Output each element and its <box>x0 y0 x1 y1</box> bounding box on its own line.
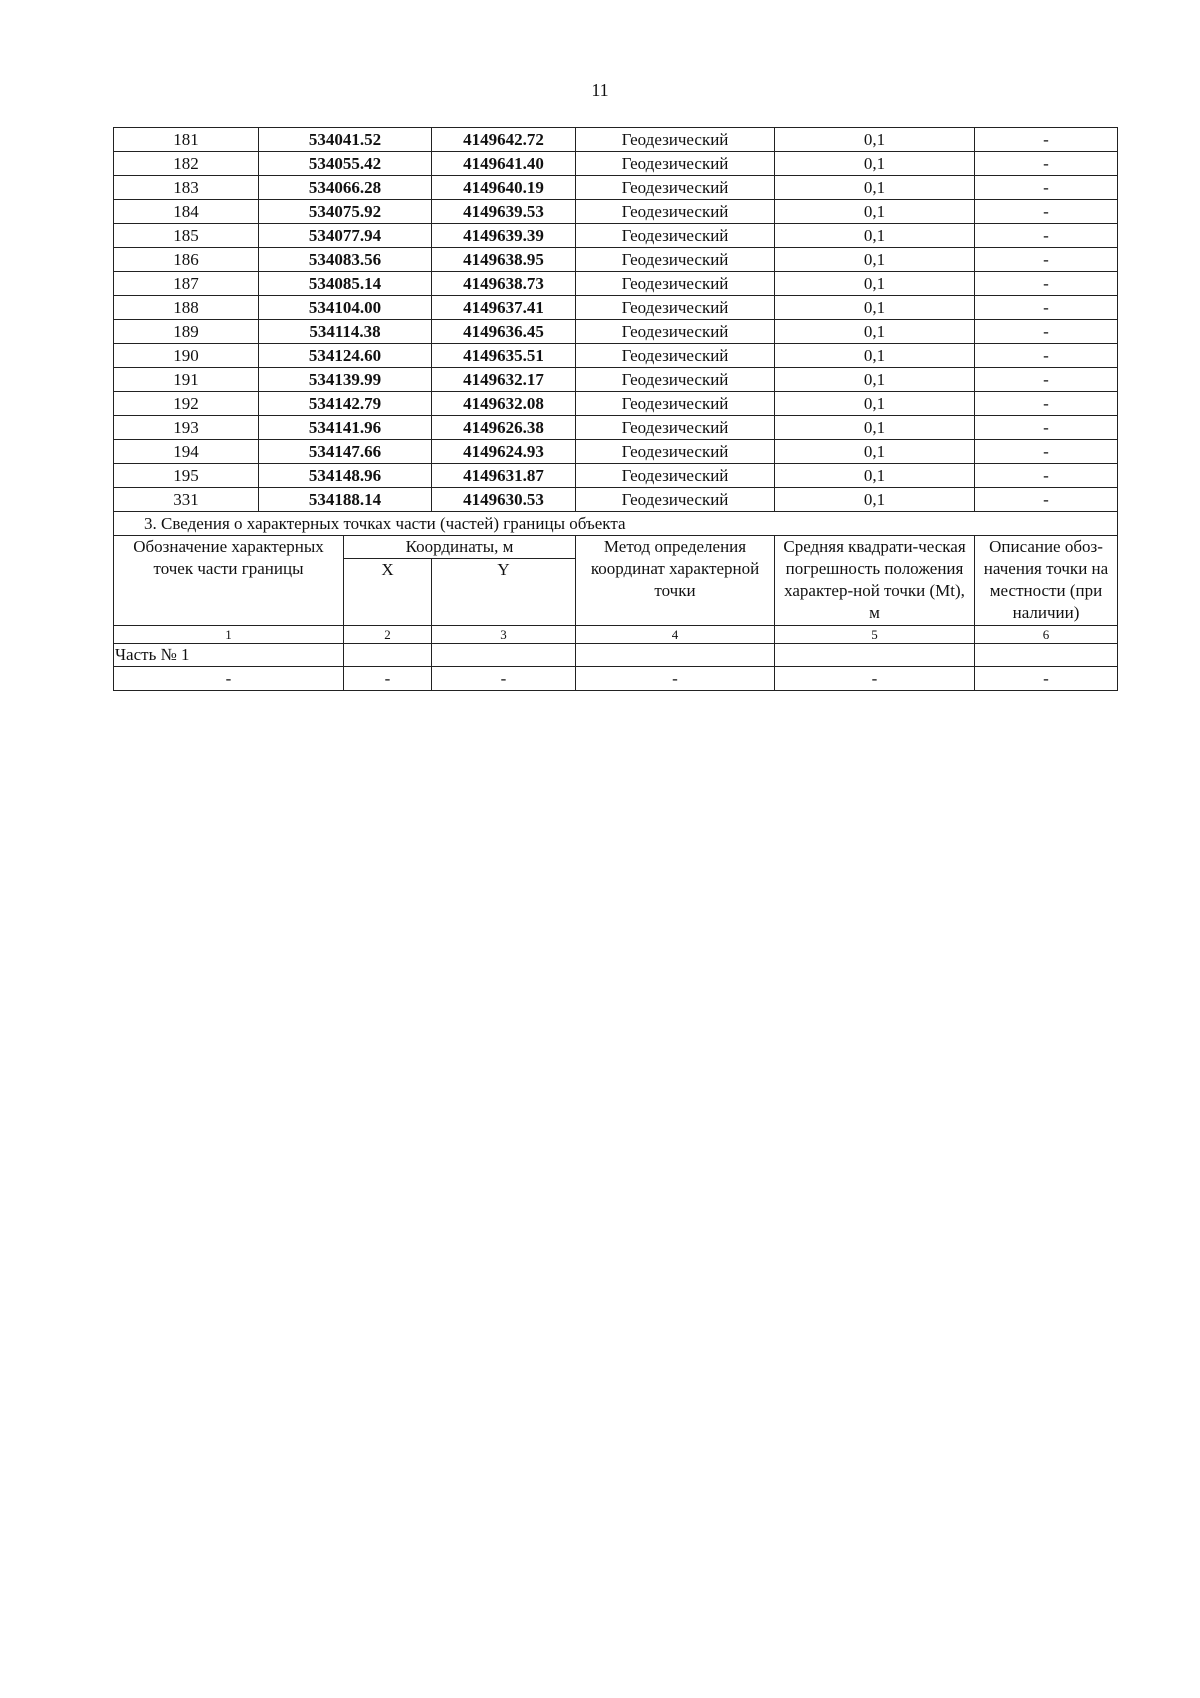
description-cell: - <box>975 440 1118 464</box>
description-cell: - <box>975 152 1118 176</box>
y-coordinate: 4149636.45 <box>432 320 576 344</box>
column-number: 2 <box>344 626 432 644</box>
y-coordinate: 4149632.17 <box>432 368 576 392</box>
x-coordinate: 534075.92 <box>259 200 432 224</box>
point-number: 195 <box>114 464 259 488</box>
description-cell: - <box>975 488 1118 512</box>
x-coordinate: 534104.00 <box>259 296 432 320</box>
mt-cell: 0,1 <box>775 344 975 368</box>
x-coordinate: 534085.14 <box>259 272 432 296</box>
column-number: 3 <box>432 626 576 644</box>
y-coordinate: 4149632.08 <box>432 392 576 416</box>
table-row <box>114 224 1118 248</box>
column-number: 1 <box>114 626 344 644</box>
page-number: 11 <box>591 80 609 100</box>
y-coordinate: 4149626.38 <box>432 416 576 440</box>
table-row <box>114 200 1118 224</box>
description-cell: - <box>975 128 1118 152</box>
method-cell: Геодезический <box>576 392 775 416</box>
point-number: 187 <box>114 272 259 296</box>
dash-cell: - <box>344 667 432 691</box>
table-row <box>114 128 1118 152</box>
point-number: 331 <box>114 488 259 512</box>
description-cell: - <box>975 296 1118 320</box>
description-cell: - <box>975 224 1118 248</box>
mt-cell: 0,1 <box>775 368 975 392</box>
empty-cell <box>432 644 576 667</box>
y-coordinate: 4149635.51 <box>432 344 576 368</box>
empty-cell <box>775 644 975 667</box>
table-row <box>114 320 1118 344</box>
point-number: 189 <box>114 320 259 344</box>
method-cell: Геодезический <box>576 128 775 152</box>
point-number: 183 <box>114 176 259 200</box>
mt-cell: 0,1 <box>775 200 975 224</box>
point-number: 190 <box>114 344 259 368</box>
description-cell: - <box>975 464 1118 488</box>
method-cell: Геодезический <box>576 320 775 344</box>
mt-cell: 0,1 <box>775 128 975 152</box>
mt-cell: 0,1 <box>775 248 975 272</box>
dash-cell: - <box>975 667 1118 691</box>
coordinates-table <box>113 127 1118 691</box>
table-row <box>114 176 1118 200</box>
dash-cell: - <box>432 667 576 691</box>
x-coordinate: 534066.28 <box>259 176 432 200</box>
coordinate-rows <box>114 128 1118 512</box>
method-cell: Геодезический <box>576 200 775 224</box>
x-coordinate: 534124.60 <box>259 344 432 368</box>
y-coordinate: 4149637.41 <box>432 296 576 320</box>
point-number: 184 <box>114 200 259 224</box>
method-header: Метод определения координат характерной точки <box>576 536 775 626</box>
dash-cell: - <box>576 667 775 691</box>
mt-cell: 0,1 <box>775 464 975 488</box>
mt-header: Средняя квадрати-ческая погрешность положения характер-ной точки (Mt), м <box>775 536 975 626</box>
y-coordinate: 4149639.39 <box>432 224 576 248</box>
point-number: 191 <box>114 368 259 392</box>
method-cell: Геодезический <box>576 248 775 272</box>
x-coordinate: 534041.52 <box>259 128 432 152</box>
table-row <box>114 488 1118 512</box>
coordinates-header: Координаты, м <box>344 536 576 559</box>
description-cell: - <box>975 176 1118 200</box>
table-row <box>114 152 1118 176</box>
y-coordinate: 4149640.19 <box>432 176 576 200</box>
empty-cell <box>975 644 1118 667</box>
y-header: Y <box>432 559 576 626</box>
x-coordinate: 534147.66 <box>259 440 432 464</box>
y-coordinate: 4149630.53 <box>432 488 576 512</box>
point-number: 188 <box>114 296 259 320</box>
x-coordinate: 534077.94 <box>259 224 432 248</box>
column-number: 5 <box>775 626 975 644</box>
description-header: Описание обоз-начения точки на местности (при наличии) <box>975 536 1118 626</box>
designation-header: Обозначение характерных точек части границы <box>114 536 344 626</box>
x-coordinate: 534188.14 <box>259 488 432 512</box>
mt-cell: 0,1 <box>775 320 975 344</box>
description-cell: - <box>975 248 1118 272</box>
description-cell: - <box>975 344 1118 368</box>
mt-cell: 0,1 <box>775 392 975 416</box>
method-cell: Геодезический <box>576 224 775 248</box>
section-3 <box>114 512 1118 691</box>
x-coordinate: 534055.42 <box>259 152 432 176</box>
y-coordinate: 4149638.95 <box>432 248 576 272</box>
point-number: 186 <box>114 248 259 272</box>
method-cell: Геодезический <box>576 152 775 176</box>
method-cell: Геодезический <box>576 488 775 512</box>
point-number: 181 <box>114 128 259 152</box>
mt-cell: 0,1 <box>775 416 975 440</box>
x-header: X <box>344 559 432 626</box>
method-cell: Геодезический <box>576 272 775 296</box>
dash-cell: - <box>114 667 344 691</box>
x-coordinate: 534142.79 <box>259 392 432 416</box>
method-cell: Геодезический <box>576 296 775 320</box>
mt-cell: 0,1 <box>775 272 975 296</box>
y-coordinate: 4149631.87 <box>432 464 576 488</box>
x-coordinate: 534141.96 <box>259 416 432 440</box>
description-cell: - <box>975 416 1118 440</box>
method-cell: Геодезический <box>576 368 775 392</box>
y-coordinate: 4149624.93 <box>432 440 576 464</box>
point-number: 194 <box>114 440 259 464</box>
table-row <box>114 296 1118 320</box>
table-row <box>114 464 1118 488</box>
description-cell: - <box>975 368 1118 392</box>
method-cell: Геодезический <box>576 344 775 368</box>
description-cell: - <box>975 272 1118 296</box>
mt-cell: 0,1 <box>775 152 975 176</box>
table-row <box>114 416 1118 440</box>
description-cell: - <box>975 320 1118 344</box>
point-number: 192 <box>114 392 259 416</box>
table-row <box>114 392 1118 416</box>
section-title: 3. Сведения о характерных точках части (частей) границы объекта <box>114 512 1118 536</box>
column-number: 6 <box>975 626 1118 644</box>
mt-cell: 0,1 <box>775 488 975 512</box>
y-coordinate: 4149641.40 <box>432 152 576 176</box>
y-coordinate: 4149642.72 <box>432 128 576 152</box>
empty-cell <box>344 644 432 667</box>
mt-cell: 0,1 <box>775 176 975 200</box>
point-number: 193 <box>114 416 259 440</box>
description-cell: - <box>975 392 1118 416</box>
x-coordinate: 534139.99 <box>259 368 432 392</box>
point-number: 185 <box>114 224 259 248</box>
x-coordinate: 534114.38 <box>259 320 432 344</box>
x-coordinate: 534148.96 <box>259 464 432 488</box>
dash-cell: - <box>775 667 975 691</box>
empty-cell <box>576 644 775 667</box>
method-cell: Геодезический <box>576 176 775 200</box>
table-row <box>114 248 1118 272</box>
x-coordinate: 534083.56 <box>259 248 432 272</box>
description-cell: - <box>975 200 1118 224</box>
column-number: 4 <box>576 626 775 644</box>
method-cell: Геодезический <box>576 416 775 440</box>
mt-cell: 0,1 <box>775 440 975 464</box>
part-label: Часть № 1 <box>114 644 344 667</box>
mt-cell: 0,1 <box>775 224 975 248</box>
y-coordinate: 4149639.53 <box>432 200 576 224</box>
y-coordinate: 4149638.73 <box>432 272 576 296</box>
table-row <box>114 440 1118 464</box>
method-cell: Геодезический <box>576 464 775 488</box>
table-row <box>114 344 1118 368</box>
point-number: 182 <box>114 152 259 176</box>
method-cell: Геодезический <box>576 440 775 464</box>
table-row <box>114 368 1118 392</box>
mt-cell: 0,1 <box>775 296 975 320</box>
table-row <box>114 272 1118 296</box>
